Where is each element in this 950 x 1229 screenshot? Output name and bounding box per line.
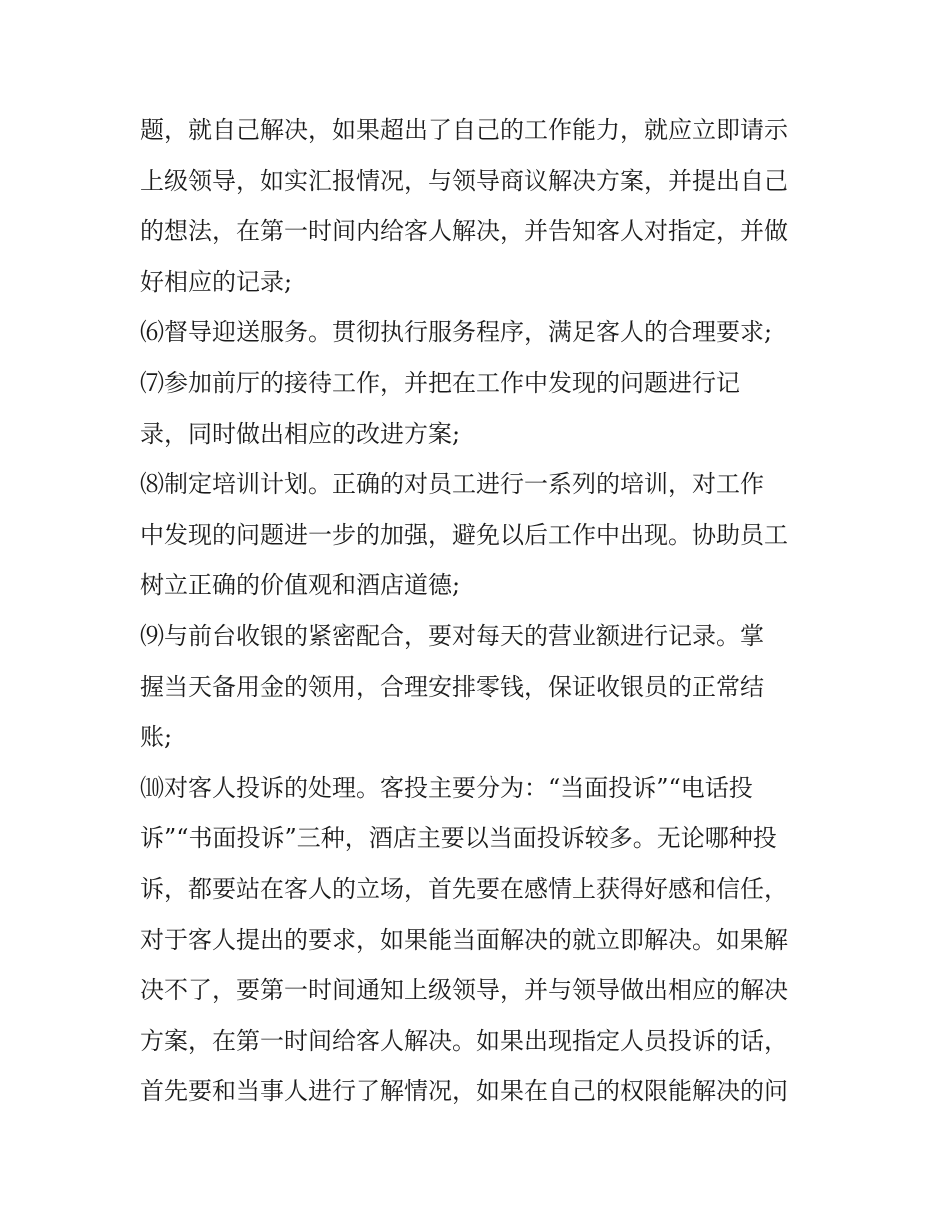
text-line-8: ⑻制定培训计划。正确的对员工进行一系列的培训，对工作 xyxy=(140,470,764,499)
text-line-13: 账; xyxy=(140,723,173,752)
text-line-9: 中发现的问题进一步的加强，避免以后工作中出现。协助员工 xyxy=(140,520,788,549)
text-line-5: ⑹督导迎送服务。贯彻执行服务程序，满足客人的合理要求; xyxy=(140,318,773,347)
text-line-11: ⑼与前台收银的紧密配合，要对每天的营业额进行记录。掌 xyxy=(140,621,764,650)
text-line-6: ⑺参加前厅的接待工作，并把在工作中发现的问题进行记 xyxy=(140,368,740,397)
text-line-2: 上级领导，如实汇报情况，与领导商议解决方案，并提出自己 xyxy=(140,166,788,195)
text-line-20: 首先要和当事人进行了解情况，如果在自己的权限能解决的问 xyxy=(140,1077,788,1106)
text-line-17: 对于客人提出的要求，如果能当面解决的就立即解决。如果解 xyxy=(140,925,788,954)
text-line-7: 录，同时做出相应的改进方案; xyxy=(140,419,461,448)
text-line-10: 树立正确的价值观和酒店道德; xyxy=(140,571,461,600)
text-line-12: 握当天备用金的领用，合理安排零钱，保证收银员的正常结 xyxy=(140,672,764,701)
text-line-3: 的想法，在第一时间内给客人解决，并告知客人对指定，并做 xyxy=(140,217,788,246)
body-text xyxy=(140,105,820,1117)
text-line-15: 诉”“书面投诉”三种，酒店主要以当面投诉较多。无论哪种投 xyxy=(140,824,777,853)
text-line-4: 好相应的记录; xyxy=(140,267,293,296)
text-line-14: ⑽对客人投诉的处理。客投主要分为：“当面投诉”“电话投 xyxy=(140,773,753,802)
text-line-1: 题，就自己解决，如果超出了自己的工作能力，就应立即请示 xyxy=(140,116,788,144)
text-line-19: 方案，在第一时间给客人解决。如果出现指定人员投诉的话， xyxy=(140,1026,788,1055)
text-line-16: 诉，都要站在客人的立场，首先要在感情上获得好感和信任， xyxy=(140,874,788,903)
text-line-18: 决不了，要第一时间通知上级领导，并与领导做出相应的解决 xyxy=(140,976,788,1005)
